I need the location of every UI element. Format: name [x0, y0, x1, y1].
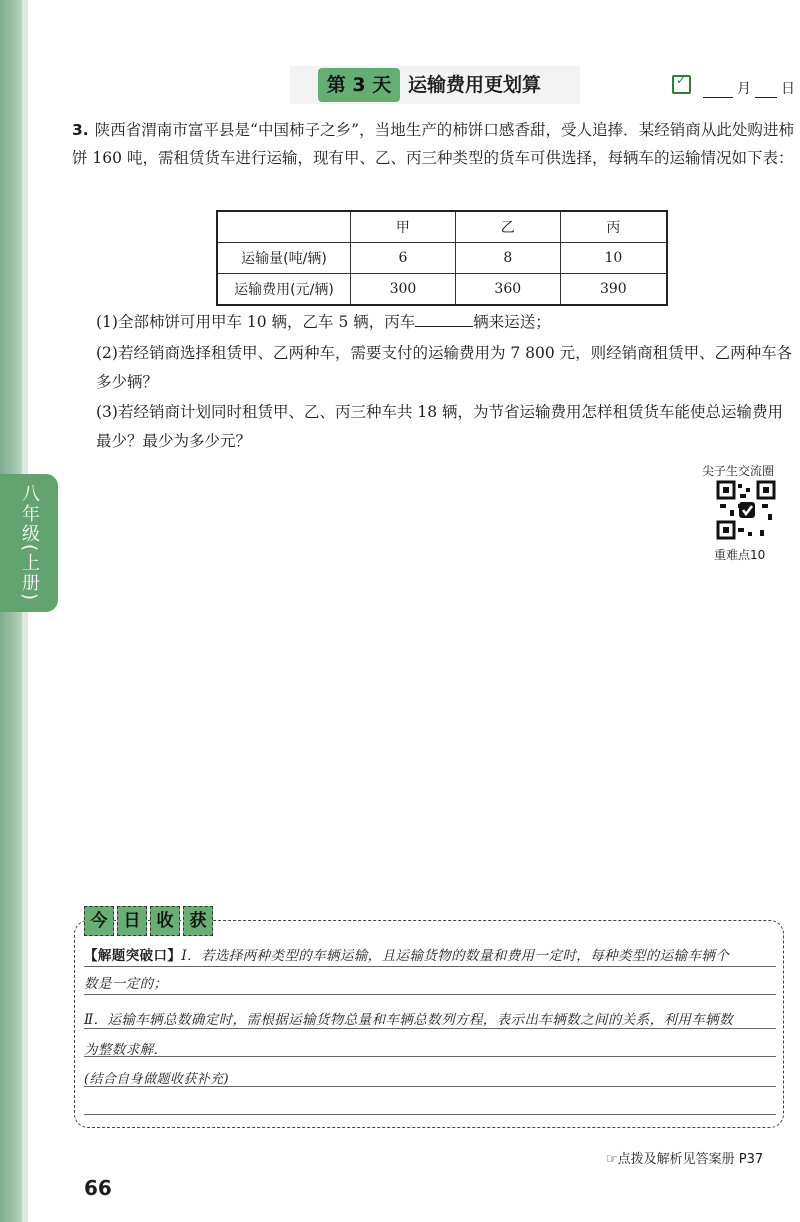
table-header-row	[217, 211, 667, 243]
day-blank	[755, 81, 777, 98]
calendar-check-icon	[672, 75, 691, 94]
harvest-line-4: 为整数求解．	[84, 1042, 168, 1058]
qr-caption: 重难点10	[714, 548, 766, 562]
table-cell: 390	[560, 274, 667, 306]
question-3: (3)若经销商计划同时租赁甲、乙、丙三种车共 18 辆，为节省运输费用怎样租赁货车能使总运输费用最少？最少为多少元？	[96, 403, 784, 450]
table-cell: 10	[560, 243, 667, 274]
harvest-line-1: 【解题突破口】Ⅰ．若选择两种类型的车辆运输，且运输货物的数量和费用一定时，每种类型的运输车辆个	[84, 948, 730, 964]
transport-table	[216, 210, 668, 306]
table-cell: 6	[351, 243, 456, 274]
table-cell: 8	[455, 243, 560, 274]
harvest-tag: 获	[183, 906, 213, 936]
breakthrough-label: 【解题突破口】	[84, 948, 182, 964]
table-header-cell	[217, 211, 351, 243]
problem-3	[72, 116, 794, 172]
harvest-line-5: (结合自身做题收获补充)	[84, 1072, 229, 1087]
harvest-tag: 日	[117, 906, 147, 936]
qr-code-icon[interactable]	[716, 480, 776, 540]
table-header-cell: 乙	[455, 211, 560, 243]
table-cell: 运输量(吨/辆)	[217, 243, 351, 274]
problem-number: 3.	[72, 121, 89, 139]
problem-intro-text: 陕西省渭南市富平县是“中国柿子之乡”，当地生产的柿饼口感香甜，受人追捧．某经销商从此处购进柿饼 160 吨，需租赁货车进行运输，现有甲、乙、丙三种类型的货车可供选择，每辆车的运输情况如下表：	[72, 121, 794, 167]
day-badge: 第 3 天	[318, 68, 400, 102]
question-1	[96, 308, 796, 337]
table-header-cell: 甲	[351, 211, 456, 243]
table-cell: 300	[351, 274, 456, 306]
ruled-line	[84, 1056, 776, 1057]
ruled-line	[84, 994, 776, 995]
month-label: 月	[737, 81, 751, 97]
page-number: 66	[84, 1176, 112, 1200]
question-1-tail: 辆来运送；	[473, 313, 551, 331]
harvest-line-3: Ⅱ．运输车辆总数确定时，需根据运输货物总量和车辆总数列方程，表示出车辆数之间的关系，利用车辆数	[84, 1012, 733, 1028]
answer-blank[interactable]	[415, 308, 473, 327]
harvest-line-2: 数是一定的；	[84, 976, 168, 992]
page-title: 运输费用更划算	[408, 74, 542, 96]
answer-reference: ☞点拨及解析见答案册 P37	[606, 1152, 764, 1167]
ruled-line	[84, 966, 776, 967]
problem-intro	[72, 116, 794, 172]
grade-tab: 八年级(上册)	[0, 474, 58, 612]
ruled-line	[84, 1086, 776, 1087]
harvest-tag: 收	[150, 906, 180, 936]
table-row	[217, 243, 667, 274]
date-field	[672, 72, 795, 98]
table-cell: 360	[455, 274, 560, 306]
question-2: (2)若经销商选择租赁甲、乙两种车，需要支付的运输费用为 7 800 元，则经销商租赁甲、乙两种车各多少辆？	[96, 344, 793, 391]
month-blank	[703, 81, 733, 98]
table-header-cell: 丙	[560, 211, 667, 243]
ruled-line	[84, 1028, 776, 1029]
table-row	[217, 274, 667, 306]
qr-label: 尖子生交流圈	[702, 464, 775, 478]
harvest-tag: 今	[84, 906, 114, 936]
harvest-title	[84, 906, 213, 936]
question-1-text: (1)全部柿饼可用甲车 10 辆，乙车 5 辆，丙车	[96, 313, 416, 331]
table-cell: 运输费用(元/辆)	[217, 274, 351, 306]
ruled-line	[84, 1114, 776, 1115]
day-label: 日	[781, 81, 795, 97]
